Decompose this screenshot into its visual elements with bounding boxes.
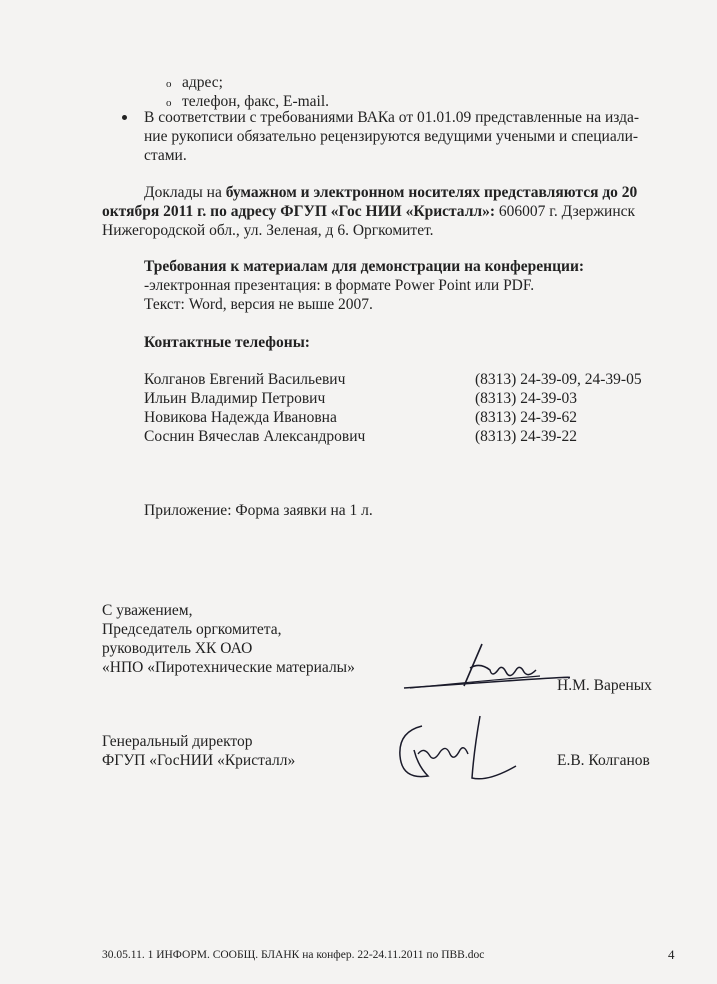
closing-title-3: «НПО «Пиротехнические материалы»: [102, 659, 355, 676]
submission-line-1-bold: бумажном и электронном носителях представляются до 20: [225, 184, 638, 201]
contact-name: Ильин Владимир Петрович: [144, 390, 326, 407]
signatory-2-name: Е.В. Колганов: [557, 752, 650, 769]
submission-line-2: [102, 203, 635, 221]
contact-phone: (8313) 24-39-22: [475, 428, 578, 445]
submission-line-1: [144, 184, 637, 202]
submission-line-2-bold: октября 2011 г. по адресу ФГУП «Гос НИИ «Кристалл»:: [102, 203, 495, 220]
sub-item-phone: o телефон, факс, E-mail.: [182, 93, 329, 111]
requirements-line-2: Текст: Word, версия не выше 2007.: [144, 296, 373, 313]
bullet-text-line-1: В соответствии с требованиями ВАКа от 01.01.09 представленные на изда-: [144, 109, 640, 126]
signature-2: [388, 710, 528, 790]
closing-title-1: Председатель оргкомитета,: [102, 621, 282, 638]
contacts-heading: Контактные телефоны:: [144, 334, 310, 351]
signatory-1-name: Н.М. Вареных: [557, 677, 652, 694]
requirements-heading: Требования к материалам для демонстрации на конференции:: [144, 258, 585, 275]
bullet-text-line-2: ние рукописи обязательно рецензируются ведущими учеными и специали-: [144, 128, 639, 145]
submission-line-1-plain: Доклады на: [144, 184, 226, 201]
sub-item-address: o адрес;: [182, 74, 223, 92]
signature-1: [400, 636, 570, 696]
footer-filename: 30.05.11. 1 ИНФОРМ. СООБЩ. БЛАНК на конфер. 22-24.11.2011 по ПВВ.doc: [102, 949, 485, 961]
requirements-line-1: -электронная презентация: в формате Power Point или PDF.: [144, 277, 535, 294]
contact-name: Колганов Евгений Васильевич: [144, 371, 346, 388]
closing-greeting: С уважением,: [102, 602, 193, 619]
bullet-text-line-3: стами.: [144, 147, 187, 164]
contact-phone: (8313) 24-39-09, 24-39-05: [475, 371, 642, 388]
submission-line-2-plain: 606007 г. Дзержинск: [495, 203, 636, 220]
bullet-marker: [122, 115, 127, 120]
closing-title-4: Генеральный директор: [102, 733, 253, 750]
contact-phone: (8313) 24-39-62: [475, 409, 578, 426]
contact-name: Соснин Вячеслав Александрович: [144, 428, 366, 445]
contact-name: Новикова Надежда Ивановна: [144, 409, 337, 426]
contact-phone: (8313) 24-39-03: [475, 390, 578, 407]
attachment-note: Приложение: Форма заявки на 1 л.: [144, 502, 373, 519]
submission-line-3: Нижегородской обл., ул. Зеленая, д 6. Оргкомитет.: [102, 222, 434, 239]
closing-title-5: ФГУП «ГосНИИ «Кристалл»: [102, 752, 296, 769]
closing-title-2: руководитель ХК ОАО: [102, 640, 253, 657]
page-number: 4: [668, 947, 675, 962]
